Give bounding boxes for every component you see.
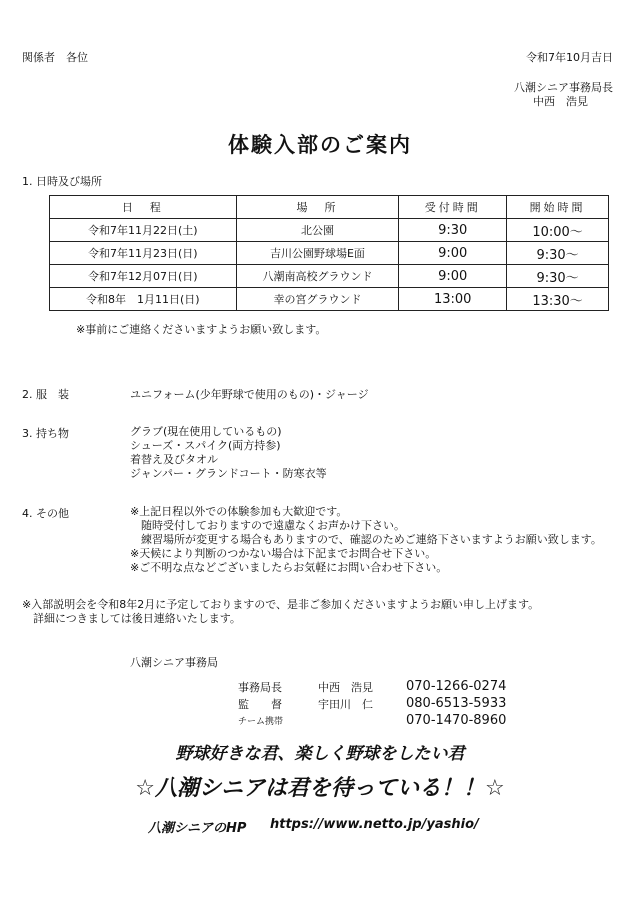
clothing-text: ユニフォーム(少年野球で使用のもの)・ジャージ — [130, 388, 369, 401]
cell-reception: 13:00 — [399, 288, 507, 311]
slogan-line2: ☆八潮シニアは君を待っている！！☆ — [135, 776, 505, 801]
cell-date: 令和7年12月07日(日) — [50, 265, 237, 288]
section4-heading: 4. その他 — [22, 507, 69, 520]
contact-name: 中西 浩見 — [318, 680, 373, 694]
hp-link[interactable]: https://www.netto.jp/yashio/ — [270, 817, 479, 832]
sender-title: 八潮シニア事務局長 — [514, 81, 613, 94]
contact-phone[interactable]: 070-1266-0274 — [406, 679, 507, 694]
contact-phone[interactable]: 080-6513-5933 — [406, 696, 507, 711]
contact-role: 事務局長 — [238, 680, 282, 694]
cell-start: 9:30～ — [507, 265, 609, 288]
sender-name: 中西 浩見 — [533, 95, 588, 108]
list-item: 練習場所が変更する場合もありますので、確認のためご連絡下さいますようお願い致します。 — [130, 533, 602, 546]
cell-place: 吉川公園野球場E面 — [236, 242, 399, 265]
table-row — [50, 288, 609, 311]
cell-date: 令和7年11月22日(土) — [50, 219, 237, 242]
cell-reception: 9:30 — [399, 219, 507, 242]
contact-role: チーム携帯 — [238, 717, 284, 727]
schedule-table — [49, 195, 609, 311]
contact-name — [318, 712, 406, 729]
column-header-date: 日 程 — [50, 196, 237, 219]
cell-reception: 9:00 — [399, 265, 507, 288]
table-row — [50, 242, 609, 265]
contact-table — [238, 678, 506, 729]
slogan-line1: 野球好きな君、楽しく野球をしたい君 — [175, 744, 465, 764]
section2-heading: 2. 服 装 — [22, 388, 69, 401]
belongings-list — [130, 425, 327, 481]
hp-label: 八潮シニアのHP — [148, 821, 247, 836]
table-header-row — [50, 196, 609, 219]
column-header-reception: 受付時間 — [399, 196, 507, 219]
list-item: ※上記日程以外での体験参加も大歓迎です。 — [130, 505, 348, 518]
briefing-line: ※入部説明会を令和8年2月に予定しておりますので、是非ご参加くださいますようお願い申し上げます。 — [22, 598, 540, 611]
cell-date: 令和7年11月23日(日) — [50, 242, 237, 265]
cell-place: 幸の宮グラウンド — [236, 288, 399, 311]
addressee: 関係者 各位 — [22, 51, 88, 64]
contact-phone[interactable]: 070-1470-8960 — [406, 713, 507, 728]
section3-heading: 3. 持ち物 — [22, 427, 69, 440]
contact-row — [238, 678, 506, 695]
other-notes — [130, 505, 602, 575]
cell-place: 北公園 — [236, 219, 399, 242]
schedule-note: ※事前にご連絡くださいますようお願い致します。 — [76, 323, 327, 336]
list-item: ※天候により判断のつかない場合は下記までお問合せ下さい。 — [130, 547, 437, 560]
section1-heading: 1. 日時及び場所 — [22, 175, 102, 188]
cell-date: 令和8年 1月11日(日) — [50, 288, 237, 311]
cell-start: 9:30～ — [507, 242, 609, 265]
page-title: 体験入部のご案内 — [228, 133, 412, 157]
column-header-start: 開始時間 — [507, 196, 609, 219]
list-item: 随時受付しておりますので遠慮なくお声かけ下さい。 — [130, 519, 405, 532]
list-item: シューズ・スパイク(両方持参) — [130, 439, 281, 452]
cell-start: 13:30～ — [507, 288, 609, 311]
list-item: 着替え及びタオル — [130, 453, 218, 466]
table-row — [50, 219, 609, 242]
cell-start: 10:00～ — [507, 219, 609, 242]
table-row — [50, 265, 609, 288]
office-name: 八潮シニア事務局 — [130, 656, 218, 669]
list-item: ジャンパー・グランドコート・防寒衣等 — [130, 467, 327, 480]
cell-place: 八潮南高校グラウンド — [236, 265, 399, 288]
contact-role: 監 督 — [238, 697, 282, 711]
contact-row — [238, 712, 506, 729]
list-item: グラブ(現在使用しているもの) — [130, 425, 282, 438]
briefing-notice — [22, 598, 539, 626]
cell-reception: 9:00 — [399, 242, 507, 265]
contact-row — [238, 695, 506, 712]
column-header-place: 場 所 — [236, 196, 399, 219]
briefing-line: 詳細につきましては後日連絡いたします。 — [22, 612, 241, 625]
contact-name: 宇田川 仁 — [318, 697, 373, 711]
list-item: ※ご不明な点などございましたらお気軽にお問い合わせ下さい。 — [130, 561, 448, 574]
issue-date: 令和7年10月吉日 — [526, 51, 613, 64]
